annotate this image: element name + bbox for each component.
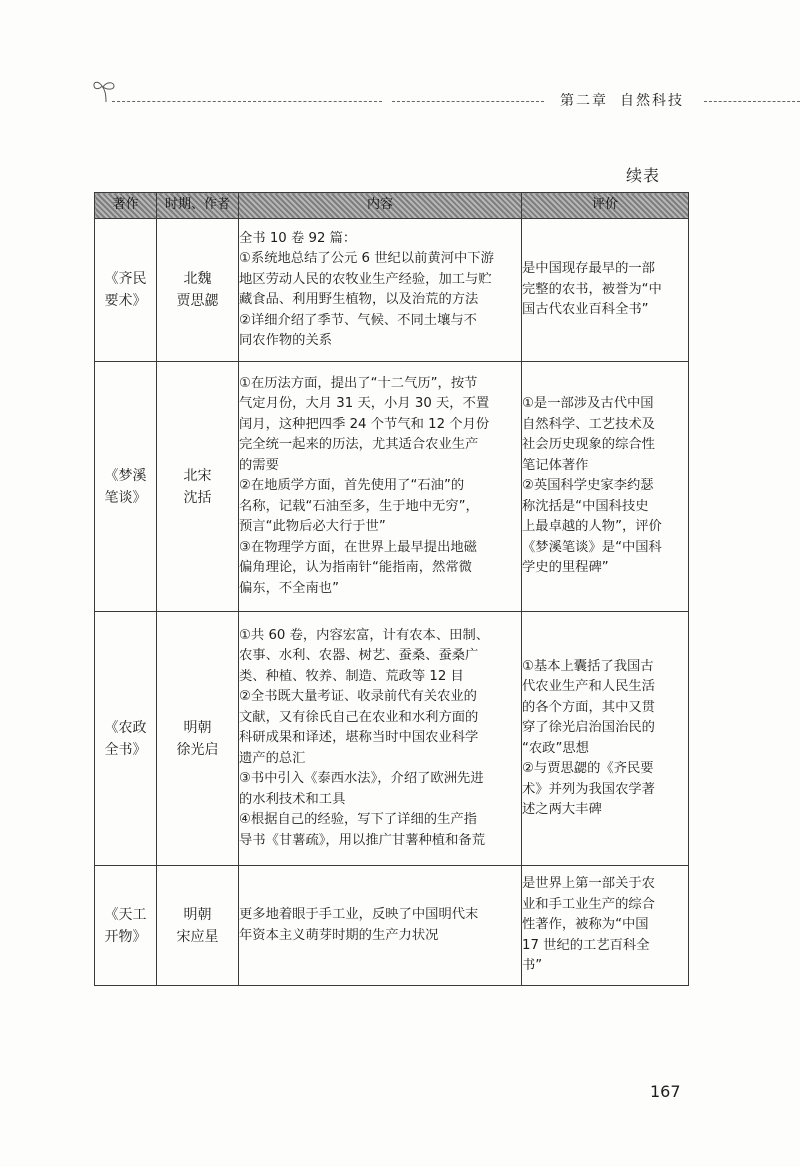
- page-number: 167: [650, 1082, 681, 1101]
- content-line: ③在物理学方面，在世界上最早提出地磁: [239, 539, 477, 555]
- period-author-cell: [157, 866, 239, 986]
- author-text: 沈括: [183, 489, 212, 506]
- evaluation-line: 上最卓越的人物”，评价: [522, 519, 662, 535]
- period-author-cell: [157, 362, 239, 612]
- content-line: 闰月，这种把四季 24 个节气和 12 个月份: [239, 416, 490, 432]
- evaluation-cell: [522, 612, 689, 866]
- header-evaluation: 评价: [522, 193, 689, 219]
- chapter-title: 自然科技: [620, 93, 684, 109]
- header-work: 著作: [95, 193, 157, 219]
- header-content: 内容: [239, 193, 522, 219]
- evaluation-line: 国古代农业百科全书”: [522, 302, 649, 318]
- table-row: [95, 219, 689, 362]
- content-line: 同农作物的关系: [239, 333, 333, 348]
- content-line: ②详细介绍了季节、气候、不同土壤与不: [239, 312, 477, 328]
- works-table: [94, 192, 689, 986]
- content-cell: [239, 612, 522, 866]
- evaluation-line: 完整的农书，被誉为“中: [522, 281, 662, 297]
- content-line: 全书 10 卷 92 篇：: [239, 230, 357, 246]
- content-line: 完全统一起来的历法，尤其适合农业生产: [239, 437, 479, 453]
- book-title-line: 笔谈》: [104, 489, 147, 506]
- header-rule-left: [112, 101, 382, 102]
- continued-label: 续表: [626, 166, 661, 185]
- content-line: 年资本主义萌芽时期的生产力状况: [239, 927, 439, 943]
- content-line: ②全书既大量考证、收录前代有关农业的: [239, 689, 477, 705]
- content-line: ②在地质学方面，首先使用了“石油”的: [239, 478, 465, 494]
- author-text: 宋应星: [176, 928, 219, 945]
- evaluation-line: 述之两大丰碑: [522, 802, 602, 817]
- content-line: 名称，记载“石油至多，生于地中无穷”，: [239, 498, 479, 514]
- table-row: [95, 612, 689, 866]
- period-text: 明朝: [183, 906, 212, 923]
- content-line: 藏食品、利用野生植物，以及治荒的方法: [239, 292, 479, 307]
- header-period-author: 时期、作者: [157, 193, 239, 219]
- evaluation-cell: [522, 866, 689, 986]
- content-line: 预言“此物后必大行于世”: [239, 519, 386, 535]
- book-title-line: 全书》: [104, 741, 147, 758]
- content-line: ①系统地总结了公元 6 世纪以前黄河中下游: [239, 251, 494, 266]
- period-text: 北魏: [183, 271, 212, 287]
- content-line: ①在历法方面，提出了“十二气历”，按节: [239, 375, 478, 391]
- content-line: 科研成果和译述，堪称当时中国农业科学: [239, 730, 479, 746]
- header-rule-right: [704, 101, 800, 102]
- book-title-cell: [95, 219, 157, 362]
- evaluation-line: 自然科学、工艺技术及: [522, 416, 655, 432]
- evaluation-line: “农政”思想: [522, 740, 589, 756]
- evaluation-line: 笔记体著作: [522, 457, 589, 473]
- evaluation-line: 性著作，被称为“中国: [522, 917, 649, 933]
- evaluation-line: 是世界上第一部关于农: [522, 876, 655, 892]
- period-author-cell: [157, 612, 239, 866]
- evaluation-line: ①基本上囊括了我国古: [522, 658, 654, 674]
- content-cell: [239, 866, 522, 986]
- content-line: ①共 60 卷，内容宏富，计有农本、田制、: [239, 627, 490, 643]
- evaluation-line: ①是一部涉及古代中国: [522, 396, 654, 412]
- evaluation-cell: [522, 362, 689, 612]
- period-author-cell: [157, 219, 239, 362]
- book-title-cell: [95, 866, 157, 986]
- book-title-line: 开物》: [104, 928, 147, 945]
- evaluation-line: 代农业生产和人民生活: [522, 679, 655, 694]
- evaluation-line: ②英国科学史家李约瑟: [522, 478, 654, 494]
- book-title-line: 《天工: [104, 906, 147, 923]
- evaluation-line: 业和手工业生产的综合: [522, 896, 655, 912]
- content-line: ④根据自己的经验，写下了详细的生产指: [239, 812, 477, 828]
- content-line: 农事、水利、农器、树艺、蚕桑、蚕桑广: [239, 648, 479, 664]
- content-line: ③书中引入《泰西水法》，介绍了欧洲先进: [239, 771, 484, 787]
- period-text: 北宋: [183, 467, 212, 484]
- content-cell: [239, 219, 522, 362]
- content-line: 导书《甘薯疏》，用以推广甘薯种植和备荒: [239, 832, 485, 848]
- content-line: 的水利技术和工具: [239, 791, 346, 807]
- book-title-line: 《梦溪: [104, 467, 147, 484]
- evaluation-line: 《梦溪笔谈》是“中国科: [522, 539, 662, 555]
- author-text: 贾思勰: [176, 293, 219, 309]
- evaluation-line: 17 世纪的工艺百科全: [522, 937, 650, 953]
- table-row: [95, 362, 689, 612]
- book-title-line: 要术》: [104, 293, 147, 309]
- content-line: 的需要: [239, 457, 279, 473]
- evaluation-line: 是中国现存最早的一部: [522, 261, 655, 277]
- evaluation-line: 书”: [522, 958, 543, 974]
- page-header: [0, 78, 800, 118]
- evaluation-line: ②与贾思勰的《齐民要: [522, 761, 654, 776]
- evaluation-line: 的各个方面，其中又贯: [522, 699, 655, 715]
- table-header-row: [95, 193, 689, 219]
- content-cell: [239, 362, 522, 612]
- book-title-line: 《农政: [104, 719, 147, 736]
- book-title-cell: [95, 362, 157, 612]
- author-text: 徐光启: [176, 741, 219, 758]
- content-line: 气定月份，大月 31 天，小月 30 天，不置: [239, 396, 490, 412]
- evaluation-line: 称沈括是“中国科技史: [522, 498, 649, 514]
- content-line: 更多地着眼于手工业，反映了中国明代末: [239, 907, 479, 922]
- book-title-cell: [95, 612, 157, 866]
- content-line: 地区劳动人民的农牧业生产经验，加工与贮: [239, 271, 492, 287]
- chapter-heading: [560, 90, 684, 110]
- book-title-line: 《齐民: [104, 271, 147, 287]
- table-row: [95, 866, 689, 986]
- evaluation-line: 社会历史现象的综合性: [522, 437, 655, 453]
- period-text: 明朝: [183, 719, 212, 736]
- chapter-number: 第二章: [560, 93, 608, 109]
- evaluation-line: 穿了徐光启治国治民的: [522, 720, 655, 735]
- content-line: 类、种植、牧养、制造、荒政等 12 目: [239, 668, 464, 684]
- evaluation-line: 学史的里程碑”: [522, 560, 609, 576]
- content-line: 文献，又有徐氏自己在农业和水利方面的: [239, 709, 479, 725]
- content-line: 偏角理论，认为指南针“能指南，然常微: [239, 560, 472, 576]
- evaluation-line: 术》并列为我国农学著: [522, 781, 655, 797]
- content-line: 遗产的总汇: [239, 750, 306, 766]
- content-line: 偏东，不全南也”: [239, 580, 339, 596]
- header-rule-middle: [392, 101, 544, 102]
- evaluation-cell: [522, 219, 689, 362]
